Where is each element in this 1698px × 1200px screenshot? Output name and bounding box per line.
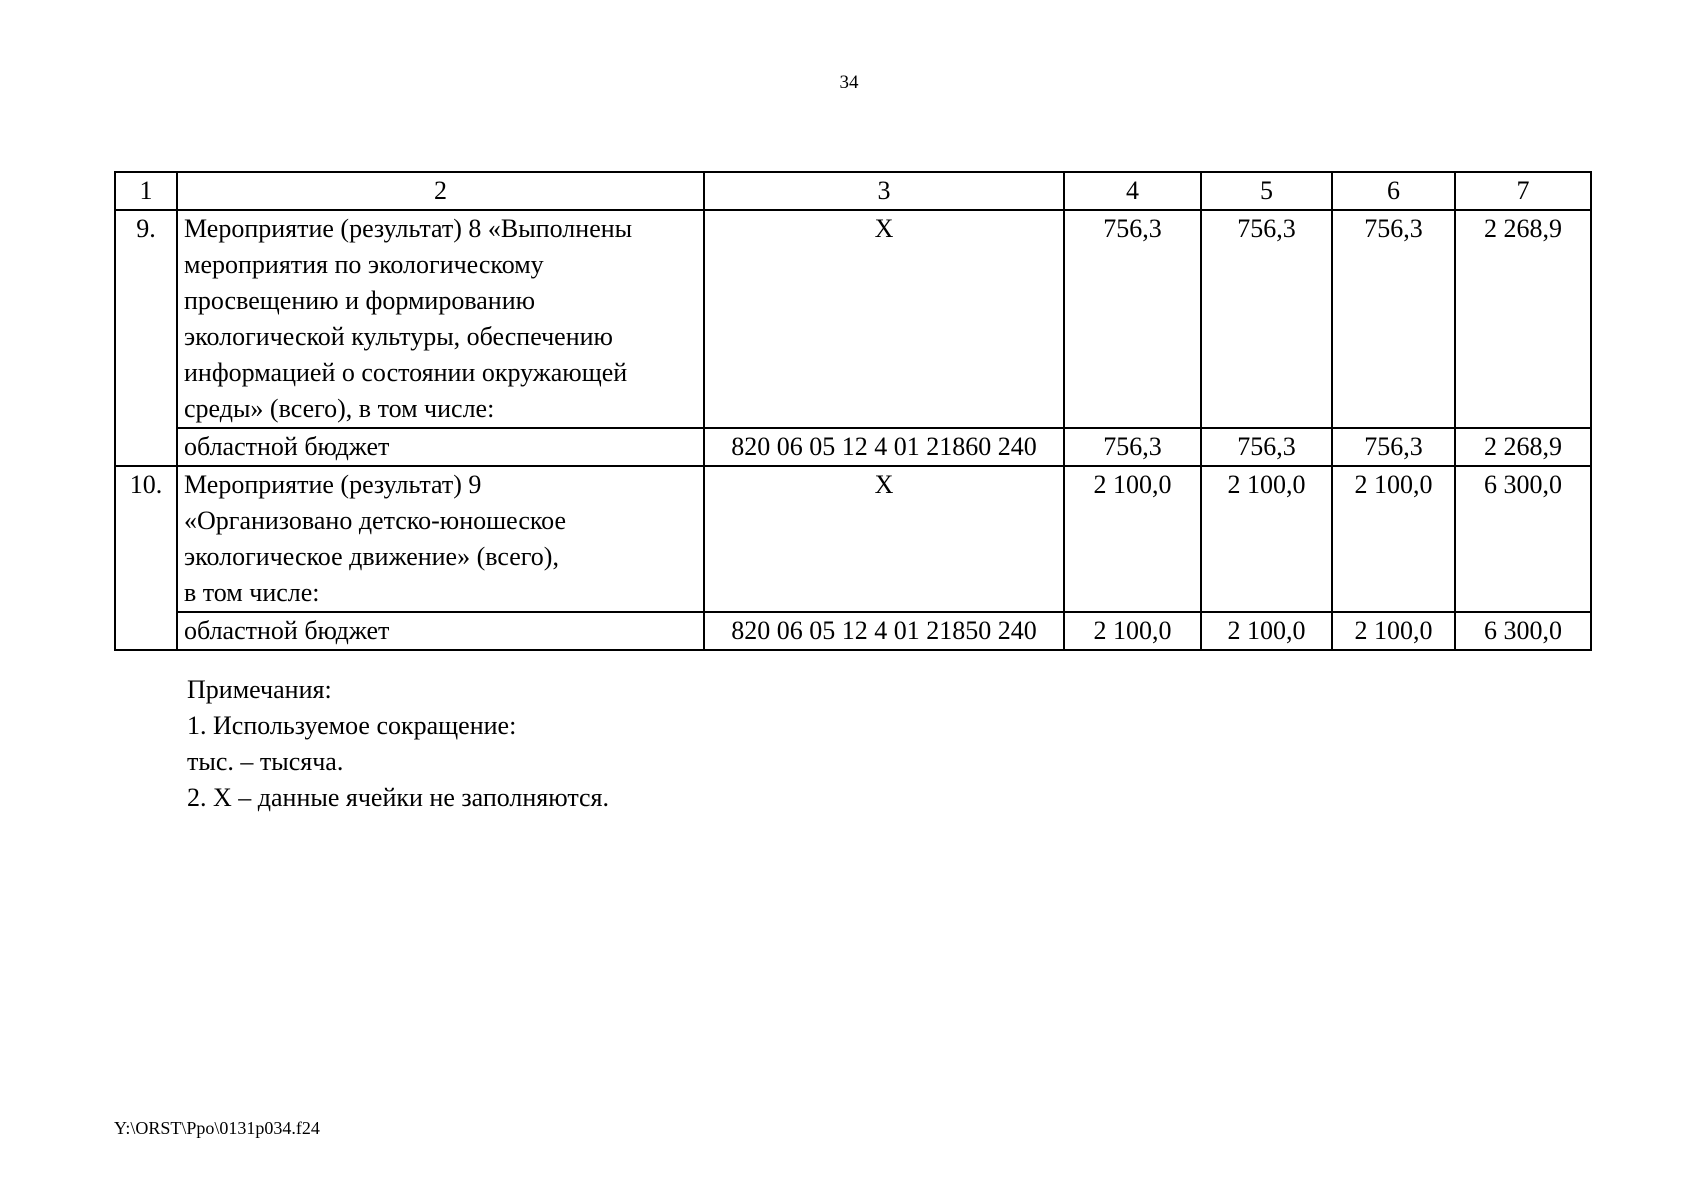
funding-source: областной бюджет bbox=[177, 612, 704, 650]
table-subrow bbox=[115, 612, 1591, 650]
value-col5: 756,3 bbox=[1201, 428, 1332, 466]
row-number: 10. bbox=[115, 466, 177, 650]
note-item-detail: тыс. – тысяча. bbox=[187, 747, 344, 776]
row-number: 9. bbox=[115, 210, 177, 466]
header-cell: 4 bbox=[1064, 172, 1201, 210]
budget-code: 820 06 05 12 4 01 21860 240 bbox=[704, 428, 1064, 466]
value-col6: 2 100,0 bbox=[1332, 612, 1455, 650]
value-col5: 2 100,0 bbox=[1201, 612, 1332, 650]
value-col7: 6 300,0 bbox=[1455, 466, 1591, 612]
header-cell: 2 bbox=[177, 172, 704, 210]
value-col5: 2 100,0 bbox=[1201, 466, 1332, 612]
table-subrow bbox=[115, 428, 1591, 466]
notes-section bbox=[187, 672, 609, 816]
page-number: 34 bbox=[839, 72, 859, 93]
value-col7: 2 268,9 bbox=[1455, 428, 1591, 466]
header-cell: 6 bbox=[1332, 172, 1455, 210]
file-path-footer: Y:\ORST\Ppo\0131p034.f24 bbox=[114, 1118, 320, 1138]
value-col4: 756,3 bbox=[1064, 210, 1201, 428]
budget-code: Х bbox=[704, 210, 1064, 428]
activity-name: Мероприятие (результат) 8 «Выполнены мероприятия по экологическому просвещению и формированию экологической культуры, обеспечению информацией о состоянии окружающей среды» (всего), в том числе: bbox=[177, 210, 704, 428]
activity-name-line: Мероприятие (результат) 9 bbox=[184, 470, 482, 499]
table-row bbox=[115, 210, 1591, 428]
funding-source: областной бюджет bbox=[177, 428, 704, 466]
activity-name-line: в том числе: bbox=[184, 578, 320, 607]
value-col5: 756,3 bbox=[1201, 210, 1332, 428]
activity-name-line: «Организовано детско-юношеское экологическое движение» (всего), bbox=[184, 506, 567, 571]
value-col7: 2 268,9 bbox=[1455, 210, 1591, 428]
value-col4: 756,3 bbox=[1064, 428, 1201, 466]
notes-title: Примечания: bbox=[187, 675, 332, 704]
value-col7: 6 300,0 bbox=[1455, 612, 1591, 650]
value-col6: 2 100,0 bbox=[1332, 466, 1455, 612]
table-header-row bbox=[115, 172, 1591, 210]
value-col4: 2 100,0 bbox=[1064, 612, 1201, 650]
table-row bbox=[115, 466, 1591, 612]
header-cell: 7 bbox=[1455, 172, 1591, 210]
note-item: 2. Х – данные ячейки не заполняются. bbox=[187, 783, 610, 812]
value-col4: 2 100,0 bbox=[1064, 466, 1201, 612]
header-cell: 1 bbox=[115, 172, 177, 210]
value-col6: 756,3 bbox=[1332, 210, 1455, 428]
header-cell: 3 bbox=[704, 172, 1064, 210]
activity-name bbox=[177, 466, 704, 612]
header-cell: 5 bbox=[1201, 172, 1332, 210]
budget-code: Х bbox=[704, 466, 1064, 612]
value-col6: 756,3 bbox=[1332, 428, 1455, 466]
budget-code: 820 06 05 12 4 01 21850 240 bbox=[704, 612, 1064, 650]
note-item: 1. Используемое сокращение: bbox=[187, 711, 517, 740]
budget-table bbox=[114, 171, 1592, 651]
